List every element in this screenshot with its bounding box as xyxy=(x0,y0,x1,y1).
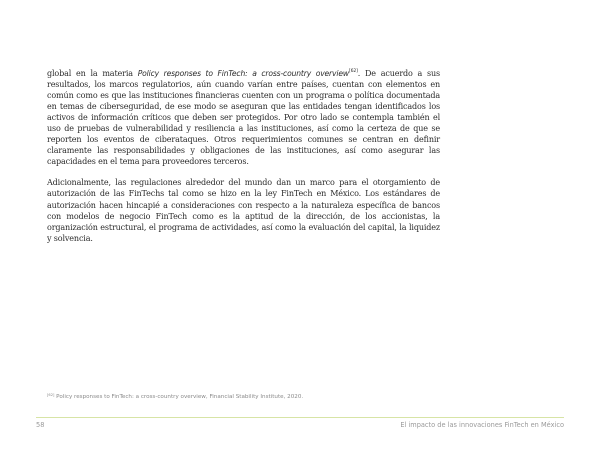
footnote-text: Policy responses to FinTech: a cross-country overview, Financial Stability Institute, 2020. xyxy=(54,394,304,400)
paragraph-1-rest: . De acuerdo a sus resultados, los marcos regulatorios, aún cuando varían entre países, cuentan con elementos en común como es que las instituciones financieras cuenten con un programa o política documentada en temas de ciberseguridad, de ese modo se aseguran que las entidades tengan identificados los activos de información críticos que deben ser protegidos. Por otro lado se contempla también el uso de pruebas de vulnerabilidad y resiliencia a las instituciones, así como la certeza de que se reporten los eventos de ciberataques. Otros requerimientos comunes se centran en definir claramente las responsabilidades y obligaciones de las instituciones, así como asegurar las capacidades en el tema para proveedores terceros. xyxy=(47,69,440,167)
footnote-marker: [62] xyxy=(47,393,55,397)
paragraph-1 xyxy=(47,66,440,167)
paragraph-2: Adicionalmente, las regulaciones alrededor del mundo dan un marco para el otorgamiento de autorización de las FinTechs tal como se hizo en la ley FinTech en México. Los estándares de autorización hacen hincapié a consideraciones con respecto a la naturaleza específica de bancos con modelos de negocio FinTech como es la aptitud de la dirección, de los accionistas, la organización estructural, el programa de actividades, así como la evaluación del capital, la liquidez y solvencia. xyxy=(47,178,440,243)
paragraph-1-start: global en la materia xyxy=(47,69,138,78)
page-number: 58 xyxy=(36,421,45,429)
body-text xyxy=(47,66,440,254)
cited-title: Policy responses to FinTech: a cross-country overview xyxy=(137,69,349,78)
footer-divider xyxy=(36,417,564,418)
footnote xyxy=(47,393,427,400)
running-footer-title: El impacto de las innovaciones FinTech en México xyxy=(400,421,564,429)
footnote-reference[interactable]: [62] xyxy=(348,69,358,74)
